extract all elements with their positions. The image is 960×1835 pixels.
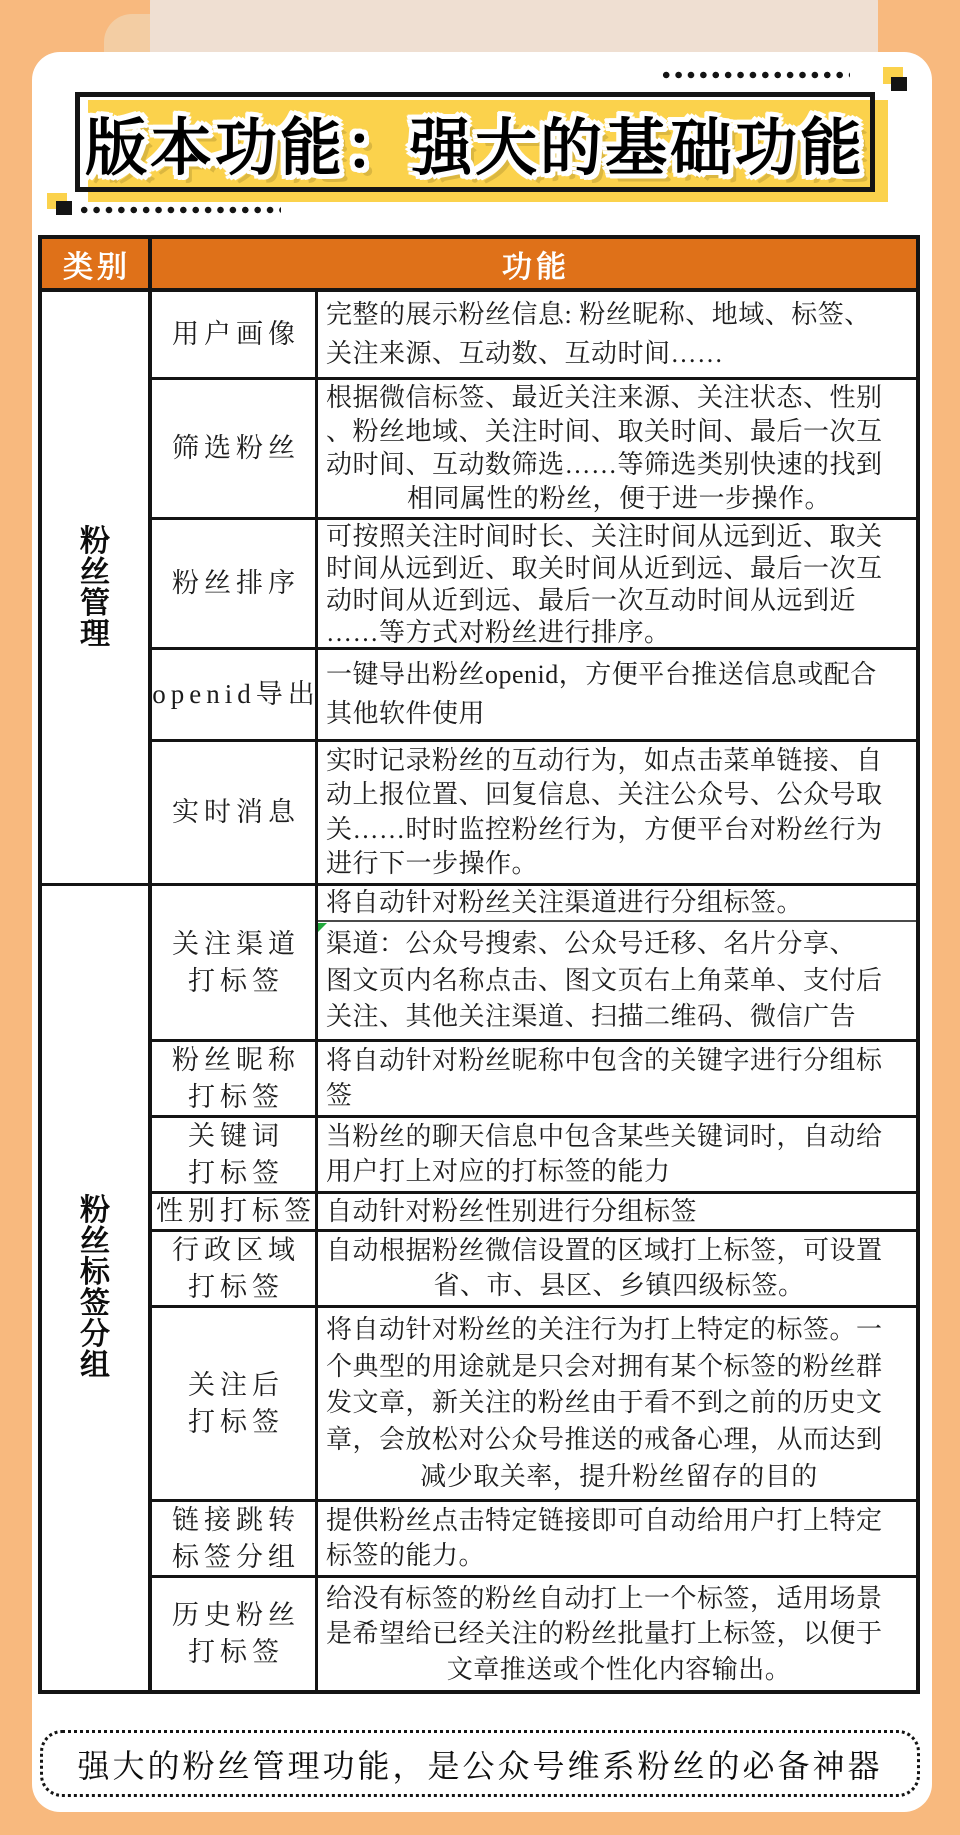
feature-label-cell bbox=[152, 1118, 318, 1191]
feature-label: 链接跳转 bbox=[172, 1504, 300, 1535]
feature-label: 历史粉丝 bbox=[172, 1600, 300, 1630]
content-line: 自动根据粉丝微信设置的区域打上标签，可设置 bbox=[326, 1236, 883, 1266]
feature-content-cell bbox=[318, 1042, 916, 1115]
feature-label-cell bbox=[152, 886, 318, 1039]
feature-label-cell bbox=[152, 380, 318, 517]
content-line: 相同属性的粉丝，便于进一步操作。 bbox=[406, 483, 831, 513]
category-char: 分 bbox=[80, 1318, 110, 1351]
content-line: 将自动针对粉丝的关注行为打上特定的标签。一 bbox=[326, 1314, 883, 1344]
table-row bbox=[152, 886, 916, 1042]
content-line: 图文页内名称点击、图文页右上角菜单、支付后 bbox=[326, 965, 883, 995]
feature-label: 实时消息 bbox=[172, 797, 300, 827]
category-char: 粉 bbox=[80, 524, 110, 558]
header-cell-feature bbox=[152, 239, 916, 288]
dotted-line-top-right bbox=[660, 71, 850, 79]
content-line: ……等方式对粉丝进行排序。 bbox=[326, 618, 671, 647]
content-line: 签 bbox=[326, 1080, 353, 1110]
category-char: 签 bbox=[80, 1287, 110, 1320]
feature-header-label: 功能 bbox=[502, 250, 570, 284]
feature-label-cell bbox=[152, 292, 318, 377]
feature-label-cell bbox=[152, 1578, 318, 1690]
feature-label: 关注渠道 bbox=[172, 928, 300, 959]
feature-label-cell bbox=[152, 520, 318, 647]
feature-label-cell bbox=[152, 650, 318, 739]
table-row bbox=[152, 1232, 916, 1308]
category-char: 管 bbox=[80, 586, 110, 620]
content-line: 根据微信标签、最近关注来源、关注状态、性别 bbox=[326, 383, 883, 413]
feature-content-cell bbox=[318, 292, 916, 377]
feature-label-cell bbox=[152, 1502, 318, 1575]
content-line: 个典型的用途就是只会对拥有某个标签的粉丝群 bbox=[326, 1351, 883, 1381]
category-char: 组 bbox=[80, 1349, 110, 1382]
content-line: 发文章，新关注的粉丝由于看不到之前的历史文 bbox=[326, 1388, 883, 1418]
feature-label: 标签分组 bbox=[172, 1541, 300, 1572]
feature-label: 打标签 bbox=[188, 1081, 284, 1112]
content-line: 给没有标签的粉丝自动打上一个标签，适用场景 bbox=[326, 1583, 883, 1613]
content-line: 章，会放松对公众号推送的戒备心理，从而达到 bbox=[326, 1425, 883, 1455]
feature-label-cell bbox=[152, 742, 318, 883]
category-char: 粉 bbox=[80, 1194, 110, 1227]
feature-label: 关注后 bbox=[188, 1369, 284, 1400]
table-row bbox=[152, 1578, 916, 1690]
table-row bbox=[152, 1502, 916, 1578]
content-line: 一键导出粉丝openid，方便平台推送信息或配合 bbox=[326, 659, 877, 689]
feature-content-cell bbox=[318, 1578, 916, 1690]
content-line: 完整的展示粉丝信息: 粉丝昵称、地域、标签、 bbox=[326, 300, 871, 330]
feature-content-cell bbox=[318, 1232, 916, 1305]
content-line: 减少取关率，提升粉丝留存的目的 bbox=[420, 1462, 818, 1492]
content-line: 进行下一步操作。 bbox=[326, 848, 539, 878]
content-line: 动上报位置、回复信息、关注公众号、公众号取 bbox=[326, 780, 883, 810]
content-line: 标签的能力。 bbox=[326, 1540, 486, 1570]
table-body bbox=[42, 292, 916, 1690]
title-banner bbox=[75, 92, 875, 192]
feature-label-cell bbox=[152, 1308, 318, 1499]
content-line: 将自动针对粉丝昵称中包含的关键字进行分组标 bbox=[326, 1046, 883, 1076]
content-line: 将自动针对粉丝关注渠道进行分组标签。 bbox=[326, 888, 804, 917]
feature-content-cell bbox=[318, 1194, 916, 1229]
feature-label: 关键词 bbox=[188, 1120, 284, 1151]
table-row bbox=[152, 380, 916, 520]
category-char: 理 bbox=[80, 617, 110, 651]
rows-column bbox=[152, 292, 916, 1690]
dotted-line-bottom-left bbox=[78, 206, 281, 214]
content-line: 可按照关注时间时长、关注时间从远到近、取关 bbox=[326, 522, 883, 551]
category-column bbox=[42, 292, 152, 1690]
table-row bbox=[152, 1042, 916, 1118]
category-header-label: 类别 bbox=[63, 250, 131, 284]
footer-note-box bbox=[40, 1730, 920, 1797]
feature-content-cell bbox=[318, 1308, 916, 1499]
content-line: 其他软件使用 bbox=[326, 699, 486, 729]
feature-label: 粉丝昵称 bbox=[172, 1044, 300, 1075]
table-row bbox=[152, 1118, 916, 1194]
feature-label-cell bbox=[152, 1042, 318, 1115]
feature-label: 粉丝排序 bbox=[172, 568, 300, 598]
comment-marker-icon bbox=[318, 923, 327, 932]
table-row bbox=[152, 520, 916, 650]
feature-label: 打标签 bbox=[188, 1637, 284, 1667]
feature-label: 用户画像 bbox=[172, 319, 300, 349]
feature-content-cell bbox=[318, 886, 916, 1039]
content-line: 用户打上对应的打标签的能力 bbox=[326, 1156, 671, 1186]
feature-label: 性别打标签 bbox=[156, 1196, 316, 1226]
header-cell-category bbox=[42, 239, 152, 288]
sub-cell bbox=[318, 922, 916, 1039]
feature-label: 打标签 bbox=[188, 1157, 284, 1188]
content-line: 当粉丝的聊天信息中包含某些关键词时，自动给 bbox=[326, 1122, 883, 1152]
footer-note: 强大的粉丝管理功能，是公众号维系粉丝的必备神器 bbox=[77, 1747, 883, 1784]
table-row bbox=[152, 650, 916, 742]
feature-content-cell bbox=[318, 380, 916, 517]
content-line: 动时间从近到远、最后一次互动时间从远到近 bbox=[326, 586, 857, 615]
content-line: 文章推送或个性化内容输出。 bbox=[446, 1654, 792, 1684]
category-char: 丝 bbox=[80, 555, 110, 589]
feature-table bbox=[38, 235, 920, 1694]
content-line: 提供粉丝点击特定链接即可自动给用户打上特定 bbox=[326, 1506, 883, 1536]
feature-label: 打标签 bbox=[188, 965, 284, 996]
content-line: 时间从远到近、取关时间从近到远、最后一次互 bbox=[326, 554, 883, 583]
content-line: 关注、其他关注渠道、扫描二维码、微信广告 bbox=[326, 1002, 857, 1032]
feature-content-cell bbox=[318, 1118, 916, 1191]
category-cell bbox=[42, 292, 148, 886]
title-frame bbox=[75, 92, 875, 192]
content-line: 、粉丝地域、关注时间、取关时间、最后一次互 bbox=[326, 416, 883, 446]
content-line: 渠道：公众号搜索、公众号迁移、名片分享、 bbox=[326, 928, 857, 958]
table-row bbox=[152, 292, 916, 380]
feature-label: 打标签 bbox=[188, 1271, 284, 1302]
content-line: 实时记录粉丝的互动行为，如点击菜单链接、自 bbox=[326, 746, 883, 776]
table-row bbox=[152, 1194, 916, 1232]
corner-accent-icon bbox=[891, 77, 907, 91]
feature-label: 筛选粉丝 bbox=[172, 433, 300, 463]
content-line: 动时间、互动数筛选……等筛选类别快速的找到 bbox=[326, 450, 883, 480]
content-line: 关……时时监控粉丝行为，方便平台对粉丝行为 bbox=[326, 814, 883, 844]
category-char: 标 bbox=[80, 1256, 110, 1289]
sub-cell bbox=[318, 886, 916, 922]
content-line: 关注来源、互动数、互动时间…… bbox=[326, 338, 724, 368]
feature-label: openid导出 bbox=[152, 679, 320, 709]
table-row bbox=[152, 742, 916, 886]
category-char: 丝 bbox=[80, 1225, 110, 1258]
feature-label-cell bbox=[152, 1232, 318, 1305]
content-line: 是希望给已经关注的粉丝批量打上标签，以便于 bbox=[326, 1619, 883, 1648]
feature-content-cell bbox=[318, 520, 916, 647]
table-header-row bbox=[42, 239, 916, 292]
feature-label-cell bbox=[152, 1194, 318, 1229]
feature-content-cell bbox=[318, 742, 916, 883]
page-title: 版本功能：强大的基础功能 bbox=[84, 113, 865, 183]
feature-label: 打标签 bbox=[188, 1406, 284, 1437]
feature-content-cell bbox=[318, 1502, 916, 1575]
feature-label: 行政区域 bbox=[172, 1234, 300, 1265]
corner-accent-icon bbox=[56, 201, 72, 215]
table-row bbox=[152, 1308, 916, 1502]
content-line: 自动针对粉丝性别进行分组标签 bbox=[326, 1196, 698, 1226]
content-line: 省、市、县区、乡镇四级标签。 bbox=[433, 1270, 805, 1300]
category-cell bbox=[42, 886, 148, 1690]
feature-content-cell bbox=[318, 650, 916, 739]
